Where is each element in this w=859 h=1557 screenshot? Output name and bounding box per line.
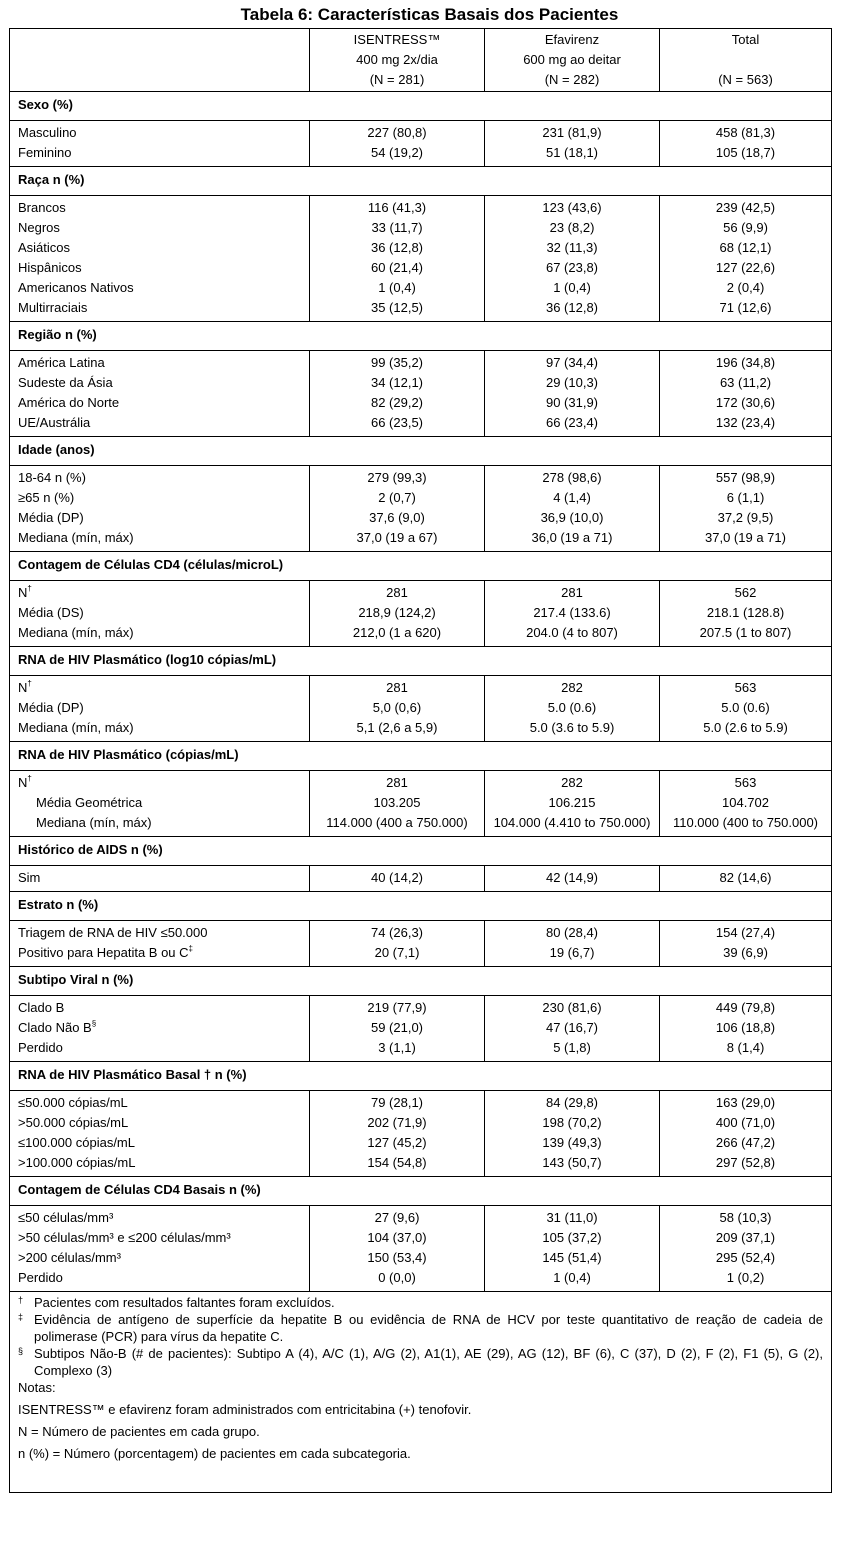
section-header-row	[10, 92, 832, 121]
row-label	[10, 218, 310, 238]
table-cell: 34 (12,1)	[310, 373, 485, 393]
row-label-text: ≥65 n (%)	[18, 490, 75, 505]
table-cell: 127 (45,2)	[310, 1133, 485, 1153]
table-cell: 281	[310, 771, 485, 794]
table-row	[10, 581, 832, 604]
column-header-line: ISENTRESS™	[353, 32, 441, 47]
row-label	[10, 298, 310, 322]
table-cell: 35 (12,5)	[310, 298, 485, 322]
table-cell: 1 (0,4)	[485, 1268, 660, 1292]
table-row	[10, 813, 832, 837]
footnote-text: Evidência de antígeno de superfície da hepatite B ou evidência de RNA de HCV por teste quantitativo de reação de cadeia de polimerase (PCR) para vírus da hepatite C.	[34, 1312, 823, 1344]
footnote-mark: †	[18, 1295, 24, 1305]
table-cell: 31 (11,0)	[485, 1206, 660, 1229]
table-cell: 281	[310, 581, 485, 604]
table-row	[10, 623, 832, 647]
row-label	[10, 1268, 310, 1292]
table-title: Tabela 6: Características Basais dos Pacientes	[240, 5, 619, 24]
footnote	[18, 1294, 823, 1311]
row-label-text: Sudeste da Ásia	[18, 375, 113, 390]
table-cell: 66 (23,5)	[310, 413, 485, 437]
footnote	[18, 1345, 823, 1379]
section-header-row	[10, 167, 832, 196]
table-cell: 281	[310, 676, 485, 699]
table-row	[10, 1113, 832, 1133]
table-cell: 282	[485, 771, 660, 794]
table-cell: 97 (34,4)	[485, 351, 660, 374]
row-label	[10, 1228, 310, 1248]
table-cell: 37,0 (19 a 71)	[660, 528, 832, 552]
table-cell: 103.205	[310, 793, 485, 813]
table-cell: 104.702	[660, 793, 832, 813]
table-cell: 295 (52,4)	[660, 1248, 832, 1268]
row-label-text: Mediana (mín, máx)	[18, 625, 134, 640]
row-label-text: Clado Não B	[18, 1020, 92, 1035]
row-label	[10, 278, 310, 298]
table-cell: 239 (42,5)	[660, 196, 832, 219]
table-cell: 105 (18,7)	[660, 143, 832, 167]
section-title: Contagem de Células CD4 Basais n (%)	[10, 1177, 832, 1206]
table-cell: 36 (12,8)	[485, 298, 660, 322]
row-label-text: 18-64 n (%)	[18, 470, 86, 485]
table-cell: 281	[485, 581, 660, 604]
row-label-text: Sim	[18, 870, 41, 885]
row-label	[10, 1133, 310, 1153]
footnote	[18, 1311, 823, 1345]
table-cell: 0 (0,0)	[310, 1268, 485, 1292]
table-cell: 104 (37,0)	[310, 1228, 485, 1248]
table-cell: 154 (27,4)	[660, 921, 832, 944]
table-cell: 40 (14,2)	[310, 866, 485, 892]
table-cell: 282	[485, 676, 660, 699]
table-row	[10, 943, 832, 967]
table-cell: 63 (11,2)	[660, 373, 832, 393]
table-cell: 58 (10,3)	[660, 1206, 832, 1229]
row-label	[10, 1206, 310, 1229]
section-title: RNA de HIV Plasmático (log10 cópias/mL)	[10, 647, 832, 676]
row-label	[10, 373, 310, 393]
table-cell: 266 (47,2)	[660, 1133, 832, 1153]
row-label-text: Negros	[18, 220, 60, 235]
row-label	[10, 1153, 310, 1177]
section-header-row	[10, 837, 832, 866]
table-cell: 37,6 (9,0)	[310, 508, 485, 528]
section-header-row	[10, 967, 832, 996]
column-header-line: 400 mg 2x/dia	[356, 52, 438, 67]
section-header-row	[10, 552, 832, 581]
table-cell: 5.0 (2.6 to 5.9)	[660, 718, 832, 742]
table-cell: 5,1 (2,6 a 5,9)	[310, 718, 485, 742]
footnote-mark: ‡	[18, 1312, 24, 1322]
section-header-row	[10, 892, 832, 921]
row-label	[10, 603, 310, 623]
section-title: Subtipo Viral n (%)	[10, 967, 832, 996]
note-line: n (%) = Número (porcentagem) de pacientes em cada subcategoria.	[18, 1446, 411, 1461]
column-header-line: Efavirenz	[544, 32, 600, 47]
footnote-mark: §	[18, 1346, 24, 1356]
table-cell: 145 (51,4)	[485, 1248, 660, 1268]
section-title: Histórico de AIDS n (%)	[10, 837, 832, 866]
footnote-marker: †	[27, 773, 32, 783]
table-cell: 150 (53,4)	[310, 1248, 485, 1268]
section-header-row	[10, 1177, 832, 1206]
table-cell: 209 (37,1)	[660, 1228, 832, 1248]
table-cell: 99 (35,2)	[310, 351, 485, 374]
table-cell: 105 (37,2)	[485, 1228, 660, 1248]
row-label-text: ≤100.000 cópias/mL	[18, 1135, 135, 1150]
row-label-text: América Latina	[18, 355, 105, 370]
row-label	[10, 393, 310, 413]
table-cell: 27 (9,6)	[310, 1206, 485, 1229]
table-cell: 5.0 (3.6 to 5.9)	[485, 718, 660, 742]
section-header-row	[10, 322, 832, 351]
row-label-text: Média (DS)	[18, 605, 84, 620]
row-label-text: Positivo para Hepatita B ou C	[18, 945, 189, 960]
row-label	[10, 1248, 310, 1268]
footnotes-row	[10, 1292, 832, 1463]
row-label-text: Multirraciais	[18, 300, 88, 315]
table-cell: 196 (34,8)	[660, 351, 832, 374]
row-label	[10, 676, 310, 699]
table-cell: 278 (98,6)	[485, 466, 660, 489]
table-row	[10, 771, 832, 794]
row-label	[10, 1091, 310, 1114]
table-cell: 202 (71,9)	[310, 1113, 485, 1133]
table-cell: 557 (98,9)	[660, 466, 832, 489]
section-title: Região n (%)	[10, 322, 832, 351]
table-cell: 154 (54,8)	[310, 1153, 485, 1177]
table-cell: 132 (23,4)	[660, 413, 832, 437]
row-label	[10, 143, 310, 167]
table-row	[10, 488, 832, 508]
table-cell: 198 (70,2)	[485, 1113, 660, 1133]
row-label	[10, 698, 310, 718]
table-cell: 3 (1,1)	[310, 1038, 485, 1062]
row-label	[10, 996, 310, 1019]
row-label	[10, 1018, 310, 1038]
table-cell: 33 (11,7)	[310, 218, 485, 238]
table-cell: 104.000 (4.410 to 750.000)	[485, 813, 660, 837]
row-label-text: Feminino	[18, 145, 72, 160]
table-cell: 230 (81,6)	[485, 996, 660, 1019]
table-row	[10, 1268, 832, 1292]
row-label	[10, 623, 310, 647]
table-cell: 56 (9,9)	[660, 218, 832, 238]
table-row	[10, 698, 832, 718]
table-row	[10, 1248, 832, 1268]
row-label	[10, 718, 310, 742]
section-header-row	[10, 1062, 832, 1091]
table-cell: 143 (50,7)	[485, 1153, 660, 1177]
table-cell: 80 (28,4)	[485, 921, 660, 944]
row-label	[10, 528, 310, 552]
row-label	[10, 866, 310, 892]
row-label-text: N	[18, 680, 28, 695]
row-label-text: Perdido	[18, 1270, 63, 1285]
row-label-text: Perdido	[18, 1040, 63, 1055]
table-cell: 110.000 (400 to 750.000)	[660, 813, 832, 837]
footnote-marker: ‡	[188, 943, 193, 953]
table-cell: 36,9 (10,0)	[485, 508, 660, 528]
row-label-text: Triagem de RNA de HIV ≤50.000	[18, 925, 208, 940]
table-cell: 20 (7,1)	[310, 943, 485, 967]
table-cell: 139 (49,3)	[485, 1133, 660, 1153]
table-cell: 84 (29,8)	[485, 1091, 660, 1114]
table-cell: 127 (22,6)	[660, 258, 832, 278]
column-header-isentress	[310, 29, 485, 92]
row-label-text: >200 células/mm³	[18, 1250, 121, 1265]
row-label-text: Média Geométrica	[36, 795, 143, 810]
column-header-line	[668, 50, 823, 70]
table-row	[10, 1228, 832, 1248]
table-cell: 36,0 (19 a 71)	[485, 528, 660, 552]
row-label	[10, 793, 310, 813]
table-cell: 212,0 (1 a 620)	[310, 623, 485, 647]
row-label-text: Mediana (mín, máx)	[18, 720, 134, 735]
table-cell: 123 (43,6)	[485, 196, 660, 219]
table-cell: 5.0 (0.6)	[485, 698, 660, 718]
table-cell: 1 (0,4)	[485, 278, 660, 298]
table-cell: 563	[660, 676, 832, 699]
table-row	[10, 1133, 832, 1153]
table-cell: 37,0 (19 a 67)	[310, 528, 485, 552]
row-label-text: Mediana (mín, máx)	[18, 530, 134, 545]
column-header-line: 600 mg ao deitar	[523, 52, 621, 67]
table-cell: 458 (81,3)	[660, 121, 832, 144]
table-row	[10, 528, 832, 552]
notes-heading: Notas:	[18, 1380, 56, 1395]
row-label-text: Americanos Nativos	[18, 280, 134, 295]
table-cell: 217.4 (133.6)	[485, 603, 660, 623]
table-row	[10, 1091, 832, 1114]
table-cell: 207.5 (1 to 807)	[660, 623, 832, 647]
table-cell: 82 (14,6)	[660, 866, 832, 892]
table-cell: 297 (52,8)	[660, 1153, 832, 1177]
table-row	[10, 508, 832, 528]
row-label-text: ≤50.000 cópias/mL	[18, 1095, 128, 1110]
row-label	[10, 771, 310, 794]
note-line: ISENTRESS™ e efavirenz foram administrados com entricitabina (+) tenofovir.	[18, 1402, 472, 1417]
section-title: Sexo (%)	[10, 92, 832, 121]
table-cell: 114.000 (400 a 750.000)	[310, 813, 485, 837]
table-cell: 37,2 (9,5)	[660, 508, 832, 528]
footnotes-bottom-spacer	[10, 1462, 832, 1493]
footnote-marker: †	[27, 678, 32, 688]
table-row	[10, 603, 832, 623]
footnotes-cell	[10, 1292, 832, 1463]
section-title: RNA de HIV Plasmático (cópias/mL)	[10, 742, 832, 771]
column-header-line: (N = 281)	[369, 72, 425, 87]
row-label	[10, 943, 310, 967]
table-cell: 47 (16,7)	[485, 1018, 660, 1038]
table-cell: 5 (1,8)	[485, 1038, 660, 1062]
table-cell: 562	[660, 581, 832, 604]
table-cell: 90 (31,9)	[485, 393, 660, 413]
row-label-text: Média (DP)	[18, 700, 84, 715]
table-row	[10, 278, 832, 298]
column-header-row	[10, 29, 832, 92]
table-cell: 1 (0,4)	[310, 278, 485, 298]
table-cell: 39 (6,9)	[660, 943, 832, 967]
row-label	[10, 413, 310, 437]
table-cell: 67 (23,8)	[485, 258, 660, 278]
section-title: RNA de HIV Plasmático Basal † n (%)	[10, 1062, 832, 1091]
table-cell: 4 (1,4)	[485, 488, 660, 508]
section-header-row	[10, 647, 832, 676]
column-header-total	[660, 29, 832, 92]
table-cell: 2 (0,7)	[310, 488, 485, 508]
column-header-line: (N = 563)	[718, 72, 773, 87]
table-row	[10, 298, 832, 322]
row-label	[10, 196, 310, 219]
column-header-line: (N = 282)	[544, 72, 600, 87]
table-row	[10, 921, 832, 944]
table-cell: 74 (26,3)	[310, 921, 485, 944]
table-row	[10, 676, 832, 699]
table-cell: 79 (28,1)	[310, 1091, 485, 1114]
row-label-text: >50 células/mm³ e ≤200 células/mm³	[18, 1230, 231, 1245]
row-label-text: Mediana (mín, máx)	[36, 815, 152, 830]
footnote-marker: §	[91, 1018, 97, 1028]
table-cell: 82 (29,2)	[310, 393, 485, 413]
table-cell: 106 (18,8)	[660, 1018, 832, 1038]
row-label	[10, 813, 310, 837]
row-label-text: Brancos	[18, 200, 66, 215]
row-label	[10, 258, 310, 278]
table-cell: 6 (1,1)	[660, 488, 832, 508]
table-cell: 231 (81,9)	[485, 121, 660, 144]
column-header-line: Total	[731, 32, 760, 47]
table-row	[10, 121, 832, 144]
row-label-text: N	[18, 775, 28, 790]
table-row	[10, 258, 832, 278]
section-title: Idade (anos)	[10, 437, 832, 466]
table-cell: 219 (77,9)	[310, 996, 485, 1019]
table-cell: 36 (12,8)	[310, 238, 485, 258]
table-cell: 172 (30,6)	[660, 393, 832, 413]
section-title: Estrato n (%)	[10, 892, 832, 921]
row-label-text: Asiáticos	[18, 240, 71, 255]
row-label	[10, 581, 310, 604]
row-label	[10, 488, 310, 508]
table-cell: 23 (8,2)	[485, 218, 660, 238]
row-label-text: Média (DP)	[18, 510, 84, 525]
table-cell: 29 (10,3)	[485, 373, 660, 393]
row-label-text: N	[18, 585, 28, 600]
table-cell: 51 (18,1)	[485, 143, 660, 167]
table-cell: 32 (11,3)	[485, 238, 660, 258]
table-cell: 60 (21,4)	[310, 258, 485, 278]
table-cell: 71 (12,6)	[660, 298, 832, 322]
section-title: Contagem de Células CD4 (células/microL)	[10, 552, 832, 581]
table-cell: 59 (21,0)	[310, 1018, 485, 1038]
table-cell: 218.1 (128.8)	[660, 603, 832, 623]
table-cell: 66 (23,4)	[485, 413, 660, 437]
row-label	[10, 351, 310, 374]
table-row	[10, 793, 832, 813]
table-cell: 400 (71,0)	[660, 1113, 832, 1133]
row-label	[10, 466, 310, 489]
table-cell: 5,0 (0,6)	[310, 698, 485, 718]
footnote-text: Subtipos Não-B (# de pacientes): Subtipo A (4), A/C (1), A/G (2), A1(1), AE (29), AG (12), BF (6), C (37), D (2), F (2), F1 (5), G (2), Complexo (3)	[34, 1346, 823, 1378]
table-row	[10, 196, 832, 219]
row-label-text: UE/Austrália	[18, 415, 91, 430]
table-row	[10, 718, 832, 742]
footnote-text: Pacientes com resultados faltantes foram excluídos.	[34, 1295, 335, 1310]
row-label	[10, 238, 310, 258]
table-cell: 116 (41,3)	[310, 196, 485, 219]
row-label-text: >100.000 cópias/mL	[18, 1155, 136, 1170]
table-cell: 279 (99,3)	[310, 466, 485, 489]
row-label-text: ≤50 células/mm³	[18, 1210, 114, 1225]
table-row	[10, 1018, 832, 1038]
row-label	[10, 121, 310, 144]
footnote-marker: †	[27, 583, 32, 593]
row-label-text: Hispânicos	[18, 260, 82, 275]
table-cell: 218,9 (124,2)	[310, 603, 485, 623]
table-cell: 106.215	[485, 793, 660, 813]
table-row	[10, 1153, 832, 1177]
table-row	[10, 1206, 832, 1229]
table-cell: 19 (6,7)	[485, 943, 660, 967]
table-cell: 8 (1,4)	[660, 1038, 832, 1062]
baseline-characteristics-table	[9, 28, 832, 1493]
table-row	[10, 143, 832, 167]
table-row	[10, 466, 832, 489]
header-empty-cell	[10, 29, 310, 92]
table-row	[10, 218, 832, 238]
table-cell: 449 (79,8)	[660, 996, 832, 1019]
table-cell: 54 (19,2)	[310, 143, 485, 167]
table-row	[10, 393, 832, 413]
row-label-text: América do Norte	[18, 395, 120, 410]
column-header-efavirenz	[485, 29, 660, 92]
spacer-cell	[10, 1462, 832, 1493]
row-label	[10, 1113, 310, 1133]
table-row	[10, 866, 832, 892]
table-row	[10, 1038, 832, 1062]
section-header-row	[10, 742, 832, 771]
row-label	[10, 921, 310, 944]
note-line: N = Número de pacientes em cada grupo.	[18, 1424, 260, 1439]
table-cell: 5.0 (0.6)	[660, 698, 832, 718]
section-title: Raça n (%)	[10, 167, 832, 196]
table-cell: 563	[660, 771, 832, 794]
row-label-text: Clado B	[18, 1000, 65, 1015]
table-row	[10, 351, 832, 374]
table-cell: 2 (0,4)	[660, 278, 832, 298]
table-cell: 204.0 (4 to 807)	[485, 623, 660, 647]
table-cell: 42 (14,9)	[485, 866, 660, 892]
section-header-row	[10, 437, 832, 466]
table-row	[10, 996, 832, 1019]
table-row	[10, 373, 832, 393]
table-cell: 227 (80,8)	[310, 121, 485, 144]
row-label-text: Masculino	[18, 125, 77, 140]
row-label	[10, 508, 310, 528]
row-label-text: >50.000 cópias/mL	[18, 1115, 129, 1130]
table-cell: 1 (0,2)	[660, 1268, 832, 1292]
row-label	[10, 1038, 310, 1062]
table-row	[10, 238, 832, 258]
table-cell: 68 (12,1)	[660, 238, 832, 258]
table-cell: 163 (29,0)	[660, 1091, 832, 1114]
table-row	[10, 413, 832, 437]
